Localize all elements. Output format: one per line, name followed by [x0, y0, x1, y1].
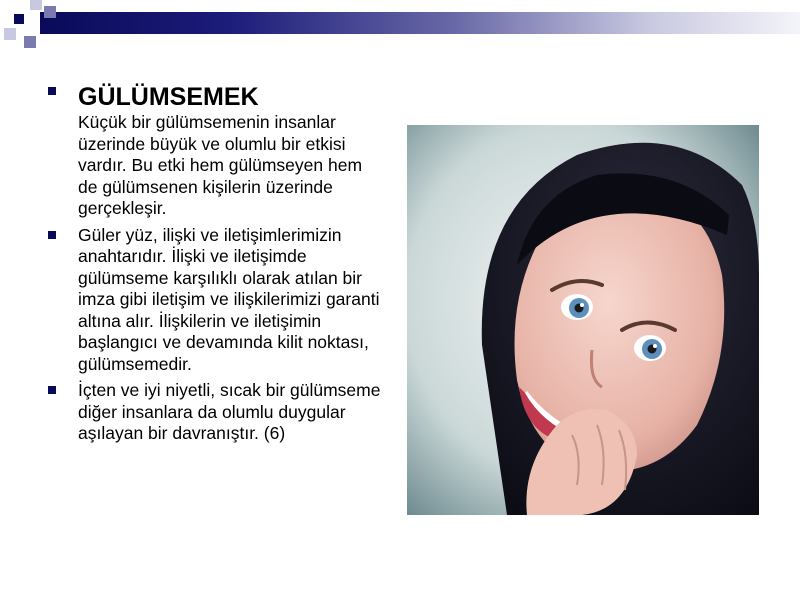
- slide-body: [48, 64, 383, 445]
- decor-square: [4, 28, 16, 40]
- decor-square: [14, 14, 24, 24]
- decor-square: [44, 6, 56, 18]
- decor-square: [24, 36, 36, 48]
- paragraph: İçten ve iyi niyetli, sıcak bir gülümseme diğer insanlara da olumlu duygular aşılayan bir davranıştır. (6): [78, 380, 381, 443]
- bullet-square-icon: [48, 231, 56, 239]
- paragraph: Küçük bir gülümsemenin insanlar üzerinde büyük ve olumlu bir etkisi vardır. Bu etki hem gülümseyen hem de gülümsenen kişilerin üzerinde gerçekleşir.: [78, 112, 363, 218]
- bullet-square-icon: [48, 87, 56, 95]
- bullet-square-icon: [48, 386, 56, 394]
- list-item: [48, 380, 383, 445]
- paragraph: Güler yüz, ilişki ve iletişimlerimizin anahtarıdır. İlişki ve iletişimde gülümseme karşılıklı olarak atılan bir imza gibi iletişim ve ilişkilerimizi garanti altına alır. İlişkilerin ve iletişimin başlangıcı ve devamında kilit noktası, gülümsemedir.: [78, 224, 380, 374]
- slide-heading: GÜLÜMSEMEK: [78, 83, 259, 111]
- header-gradient-bar: [40, 12, 800, 34]
- smiling-woman-photo: [407, 125, 759, 515]
- list-item: [48, 225, 383, 376]
- list-item: [48, 82, 383, 220]
- decor-square: [30, 0, 42, 10]
